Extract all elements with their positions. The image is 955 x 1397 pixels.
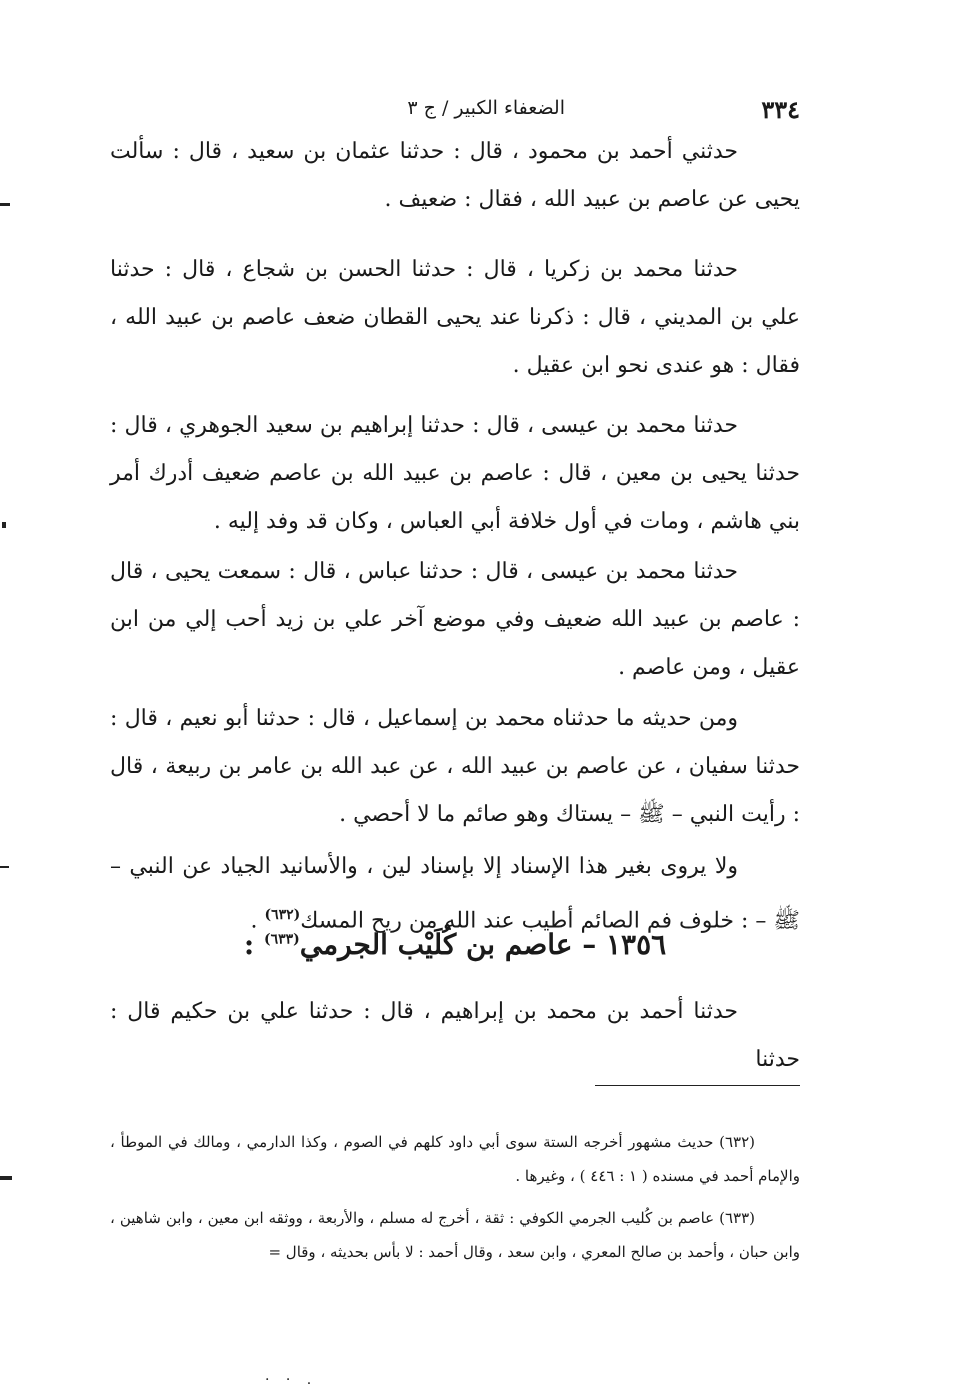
paragraph-5: ومن حديثه ما حدثناه محمد بن إسماعيل ، قال : حدثنا أبو نعيم ، قال : حدثنا سفيان ، عن عاصم بن عبيد الله ، عن عبد الله بن عامر بن ربيعة ، قال : رأيت النبي – ﷺ – يستاك وهو صائم ما لا أحصي . (110, 706, 800, 827)
footnote-ref-633: (٦٣٣) (263, 931, 300, 948)
footnotes (110, 1125, 800, 1269)
paragraph-1: حدثني أحمد بن محمود ، قال : حدثنا عثمان بن سعيد ، قال : سألت يحيى عن عاصم بن عبيد الله ، فقال : ضعيف . (110, 139, 800, 212)
footnote-text: حديث مشهور أخرجه الستة سوى أبي داود كلهم في الصوم ، وكذا الدارمي ، ومالك في الموطأ ، والإمام أحمد في مسنده ( ١ : ٤٤٦ ) ، وغيرها . (110, 1133, 800, 1185)
scan-specks: · · . (265, 1372, 318, 1388)
paragraph-6-text: ولا يروى بغير هذا الإسناد إلا بإسناد لين ، والأسانيد الجياد عن النبي – ﷺ – : خلوف فم الصائم أطيب عند الله من ريح المسك (110, 854, 800, 934)
footnote-633 (110, 1201, 800, 1269)
footnote-ref-632: (٦٣٢) (264, 907, 301, 923)
entry-dash: – (572, 928, 606, 961)
paragraph-4: حدثنا محمد بن عيسى ، قال : حدثنا عباس ، قال : سمعت يحيى ، قال : عاصم بن عبيد الله ضعيف وفي موضع آخر علي بن زيد أحب إلي من ابن عقيل ، ومن عاصم . (110, 559, 800, 680)
main-text-continued (110, 988, 800, 1084)
scan-mark (0, 203, 10, 206)
entry-heading (110, 928, 800, 961)
book-title: الضعفاء الكبير / ج ٣ (407, 97, 565, 119)
paragraph-7: حدثنا أحمد بن محمد بن إبراهيم ، قال : حدثنا علي بن حكيم قال : حدثنا (110, 999, 800, 1072)
footnote-text: عاصم بن كُليب الجرمي الكوفي : ثقة ، أخرج له مسلم ، والأربعة ، ووثقه ابن معين ، وابن شاهين ، وابن حبان ، وأحمد بن صالح المعري ، وابن سعد ، وقال أحمد : لا بأس بحديثه ، وقال = (110, 1209, 800, 1261)
running-head (110, 95, 800, 125)
footnote-separator (595, 1085, 800, 1086)
paragraph-2: حدثنا محمد بن زكريا ، قال : حدثنا الحسن بن شجاع ، قال : حدثنا علي بن المديني ، قال : ذكرنا عند يحيى القطان ضعف عاصم بن عبيد الله ، فقال : هو عندى نحو ابن عقيل . (110, 257, 800, 378)
main-text (110, 128, 800, 945)
entry-name: عاصم بن كُلَيْب الجرمي (299, 928, 573, 961)
scan-mark (2, 522, 6, 528)
page-number: ٣٣٤ (761, 95, 800, 124)
paragraph-6-end: . (250, 908, 265, 934)
footnote-number: (٦٣٣) (719, 1209, 755, 1227)
entry-colon: : (243, 928, 264, 961)
footnote-number: (٦٣٢) (719, 1133, 755, 1151)
scan-mark (0, 1176, 12, 1180)
scan-mark (0, 866, 9, 868)
entry-number: ١٣٥٦ (605, 928, 667, 961)
paragraph-3: حدثنا محمد بن عيسى ، قال : حدثنا إبراهيم بن سعيد الجوهري ، قال : حدثنا يحيى بن معين ، قال : عاصم بن عبيد الله بن عاصم ضعيف أدرك أمر بني هاشم ، ومات في أول خلافة أبي العباس ، وكان قد وفد إليه . (110, 413, 800, 534)
footnote-632 (110, 1125, 800, 1193)
